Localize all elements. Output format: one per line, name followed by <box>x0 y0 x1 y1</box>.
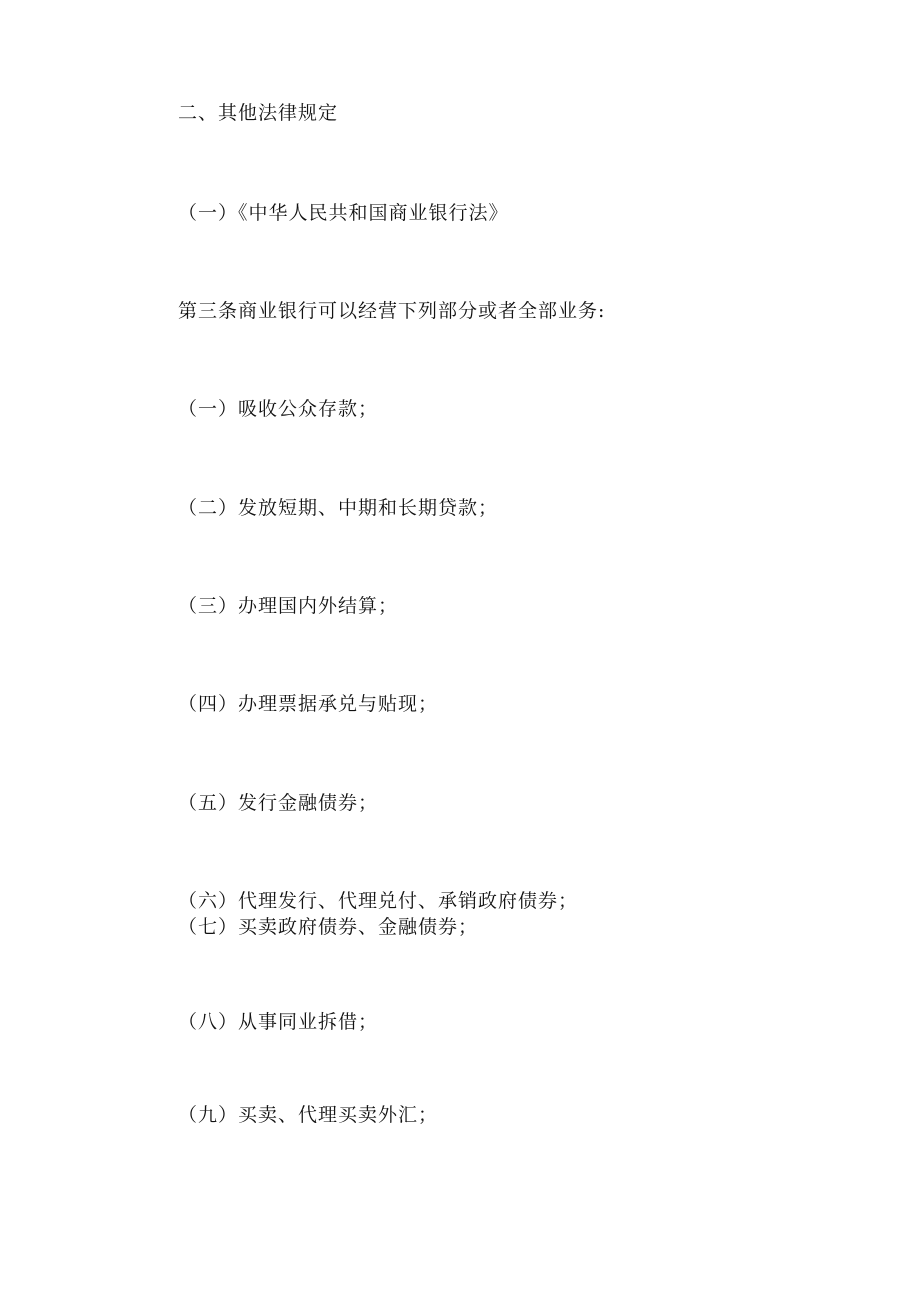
list-item-6: （六）代理发行、代理兑付、承销政府债券； <box>178 890 579 912</box>
list-item-5: （五）发行金融债券； <box>178 792 379 814</box>
list-item-1: （一）吸收公众存款； <box>178 398 379 420</box>
list-item-9: （九）买卖、代理买卖外汇； <box>178 1104 439 1126</box>
article-intro: 第三条商业银行可以经营下列部分或者全部业务: <box>178 300 606 322</box>
law-title: （一）《中华人民共和国商业银行法》 <box>178 202 509 224</box>
section-heading: 二、其他法律规定 <box>178 102 339 124</box>
list-item-7: （七）买卖政府债券、金融债券； <box>178 916 479 938</box>
list-item-3: （三）办理国内外结算； <box>178 595 399 617</box>
list-item-2: （二）发放短期、中期和长期贷款； <box>178 497 499 519</box>
list-item-4: （四）办理票据承兑与贴现； <box>178 693 439 715</box>
list-item-8: （八）从事同业拆借； <box>178 1011 379 1033</box>
